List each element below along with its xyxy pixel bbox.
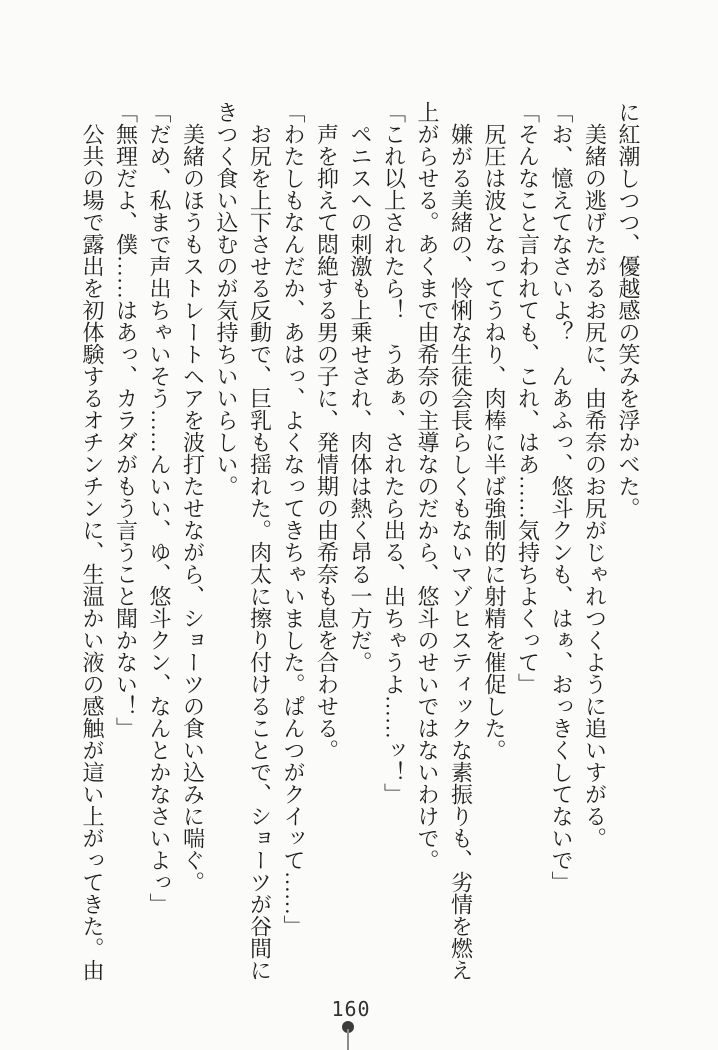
paragraph: 美緒のほうもストレートヘアを波打たせながら、ショーツの食い込みに喘ぐ。 [180,123,206,893]
paragraph: 声を抑えて悶絶する男の子に、発情期の由希奈も息を合わせる。 [314,123,340,761]
paragraph: 美緒の逃げたがるお尻に、由希奈のお尻がじゃれつくように追いすがる。 [582,123,608,849]
paragraph: 公共の場で露出を初体験するオチンチンに、生温かい液の感触が這い上がってきた。由 [80,123,105,981]
paragraph: お尻を上下させる反動で、巨乳も揺れた。肉太に擦り付けることで、ショーツが谷間にきつく食い込むのが気持ちいいらしい。 [214,101,273,981]
paragraph: 「だめ、私まで声出ちゃいそう……んいい、ゆ、悠斗クン、なんとかなさいよっ」 [147,101,172,915]
paragraph: 「無理だよ、僕……はあっ、カラダがもう言うこと聞かない！」 [113,101,139,739]
novel-text-block [76,101,646,982]
paragraph: 「お、憶えてなさいよ？ んあふっ、悠斗クンも、はぁ、おっきくしてないで」 [549,101,574,893]
paragraph: 「そんなこと言われても、これ、はあ……気持ちよくって」 [515,101,541,695]
binding-marker-line [347,1029,349,1050]
paragraph: 「これ以上されたら！ うあぁ、されたら出る、出ちゃうよ……ッ！」 [381,101,407,805]
paragraph: ペニスへの刺激も上乗せされ、肉体は熱く昂る一方だ。 [348,123,373,673]
paragraph: 尻圧は波となってうねり、肉棒に半ば強制的に射精を催促した。 [482,123,507,761]
paragraph: に紅潮しつつ、優越感の笑みを浮かべた。 [616,101,641,519]
page-number: 160 [331,997,371,1021]
paragraph: 「わたしもなんだか、あはっ、よくなってきちゃいました。ぱんつがクイッて……」 [281,101,306,937]
paragraph: 嫌がる美緒の、怜悧な生徒会長らしくもないマゾヒスティックな素振りも、劣情を燃え上がらせる。あくまで由希奈の主導なのだから、悠斗のせいではないわけで。 [415,101,474,981]
